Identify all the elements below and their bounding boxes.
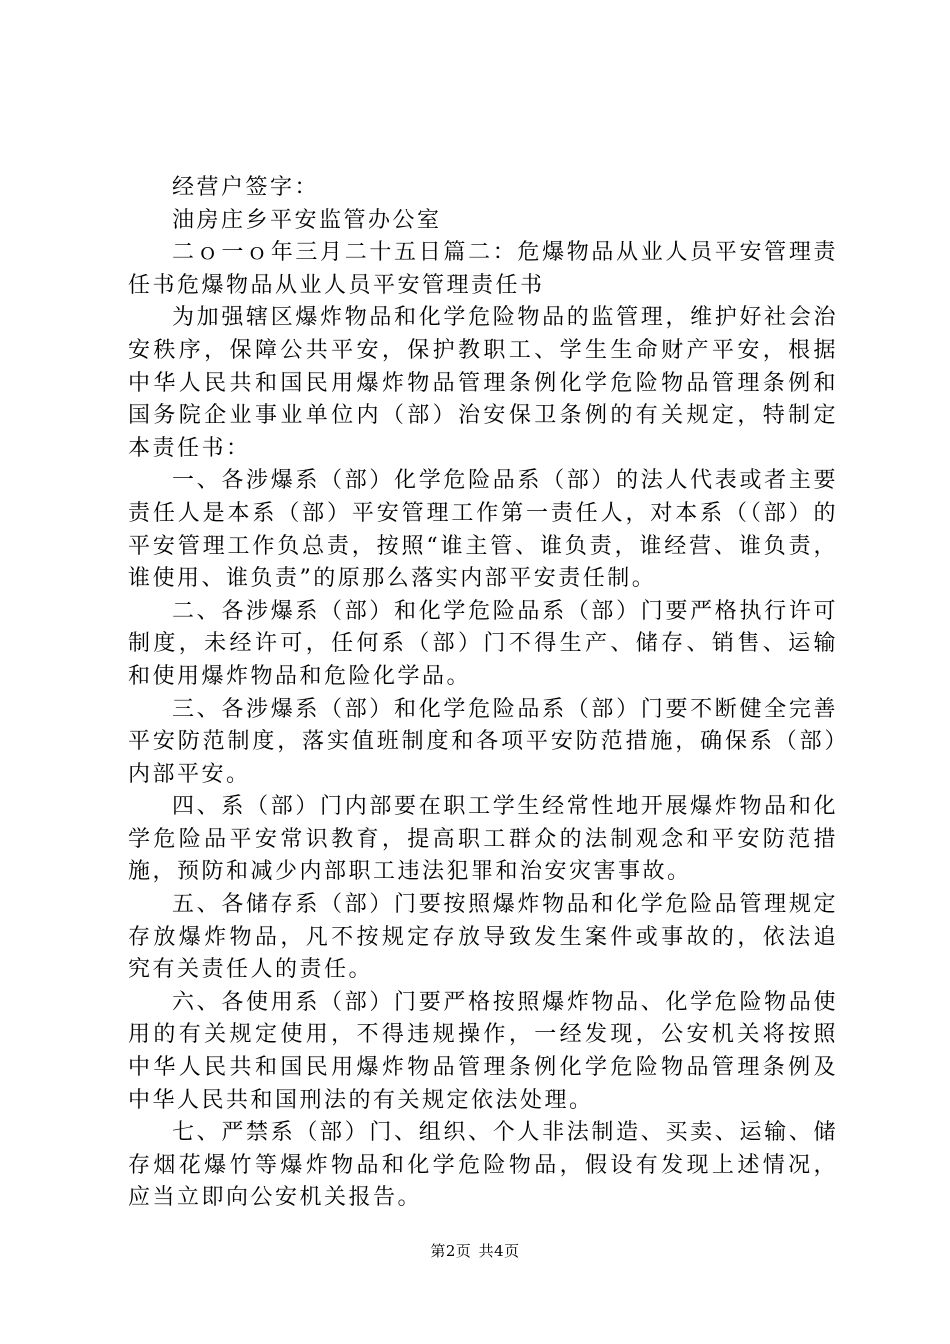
paragraph-clause-4: 四、系（部）门内部要在职工学生经常性地开展爆炸物品和化学危险品平安常识教育，提高职工群众的法制观念和平安防范措施，预防和减少内部职工违法犯罪和治安灾害事故。 [128, 794, 838, 885]
page-total: 共4页 [478, 1242, 520, 1260]
page-number: 第2页 [430, 1242, 472, 1260]
paragraph-intro: 为加强辖区爆炸物品和化学危险物品的监管理，维护好社会治安秩序，保障公共平安，保护教职工、学生生命财产平安，根据中华人民共和国民用爆炸物品管理条例化学危险物品管理条例和国务院企业事业单位内（部）治安保卫条例的有关规定，特制定本责任书： [128, 305, 838, 461]
paragraph-clause-5: 五、各储存系（部）门要按照爆炸物品和化学危险品管理规定存放爆炸物品，凡不按规定存放导致发生案件或事故的，依法追究有关责任人的责任。 [128, 892, 838, 983]
paragraph-clause-6: 六、各使用系（部）门要严格按照爆炸物品、化学危险物品使用的有关规定使用，不得违规操作，一经发现，公安机关将按照中华人民共和国民用爆炸物品管理条例化学危险物品管理条例及中华人民共和国刑法的有关规定依法处理。 [128, 989, 838, 1113]
document-body [128, 172, 838, 1215]
page-footer [0, 1240, 950, 1261]
paragraph-date-and-title: 二ｏ一ｏ年三月二十五日篇二：危爆物品从业人员平安管理责任书危爆物品从业人员平安管理责任书 [128, 240, 838, 298]
paragraph-clause-2: 二、各涉爆系（部）和化学危险品系（部）门要严格执行许可制度，未经许可，任何系（部）门不得生产、储存、销售、运输和使用爆炸物品和危险化学品。 [128, 598, 838, 689]
paragraph-clause-1: 一、各涉爆系（部）化学危险品系（部）的法人代表或者主要责任人是本系（部）平安管理工作第一责任人，对本系（（部）的平安管理工作负总责，按照“谁主管、谁负责，谁经营、谁负责，谁使用、谁负责”的原那么落实内部平安责任制。 [128, 468, 838, 592]
paragraph-signature-label: 经营户签字： [172, 175, 320, 200]
paragraph-office-name: 油房庄乡平安监管办公室 [172, 207, 442, 233]
paragraph-clause-7: 七、严禁系（部）门、组织、个人非法制造、买卖、运输、储存烟花爆竹等爆炸物品和化学危险物品，假设有发现上述情况，应当立即向公安机关报告。 [128, 1120, 838, 1211]
paragraph-clause-3: 三、各涉爆系（部）和化学危险品系（部）门要不断健全完善平安防范制度，落实值班制度和各项平安防范措施，确保系（部）内部平安。 [128, 696, 838, 787]
